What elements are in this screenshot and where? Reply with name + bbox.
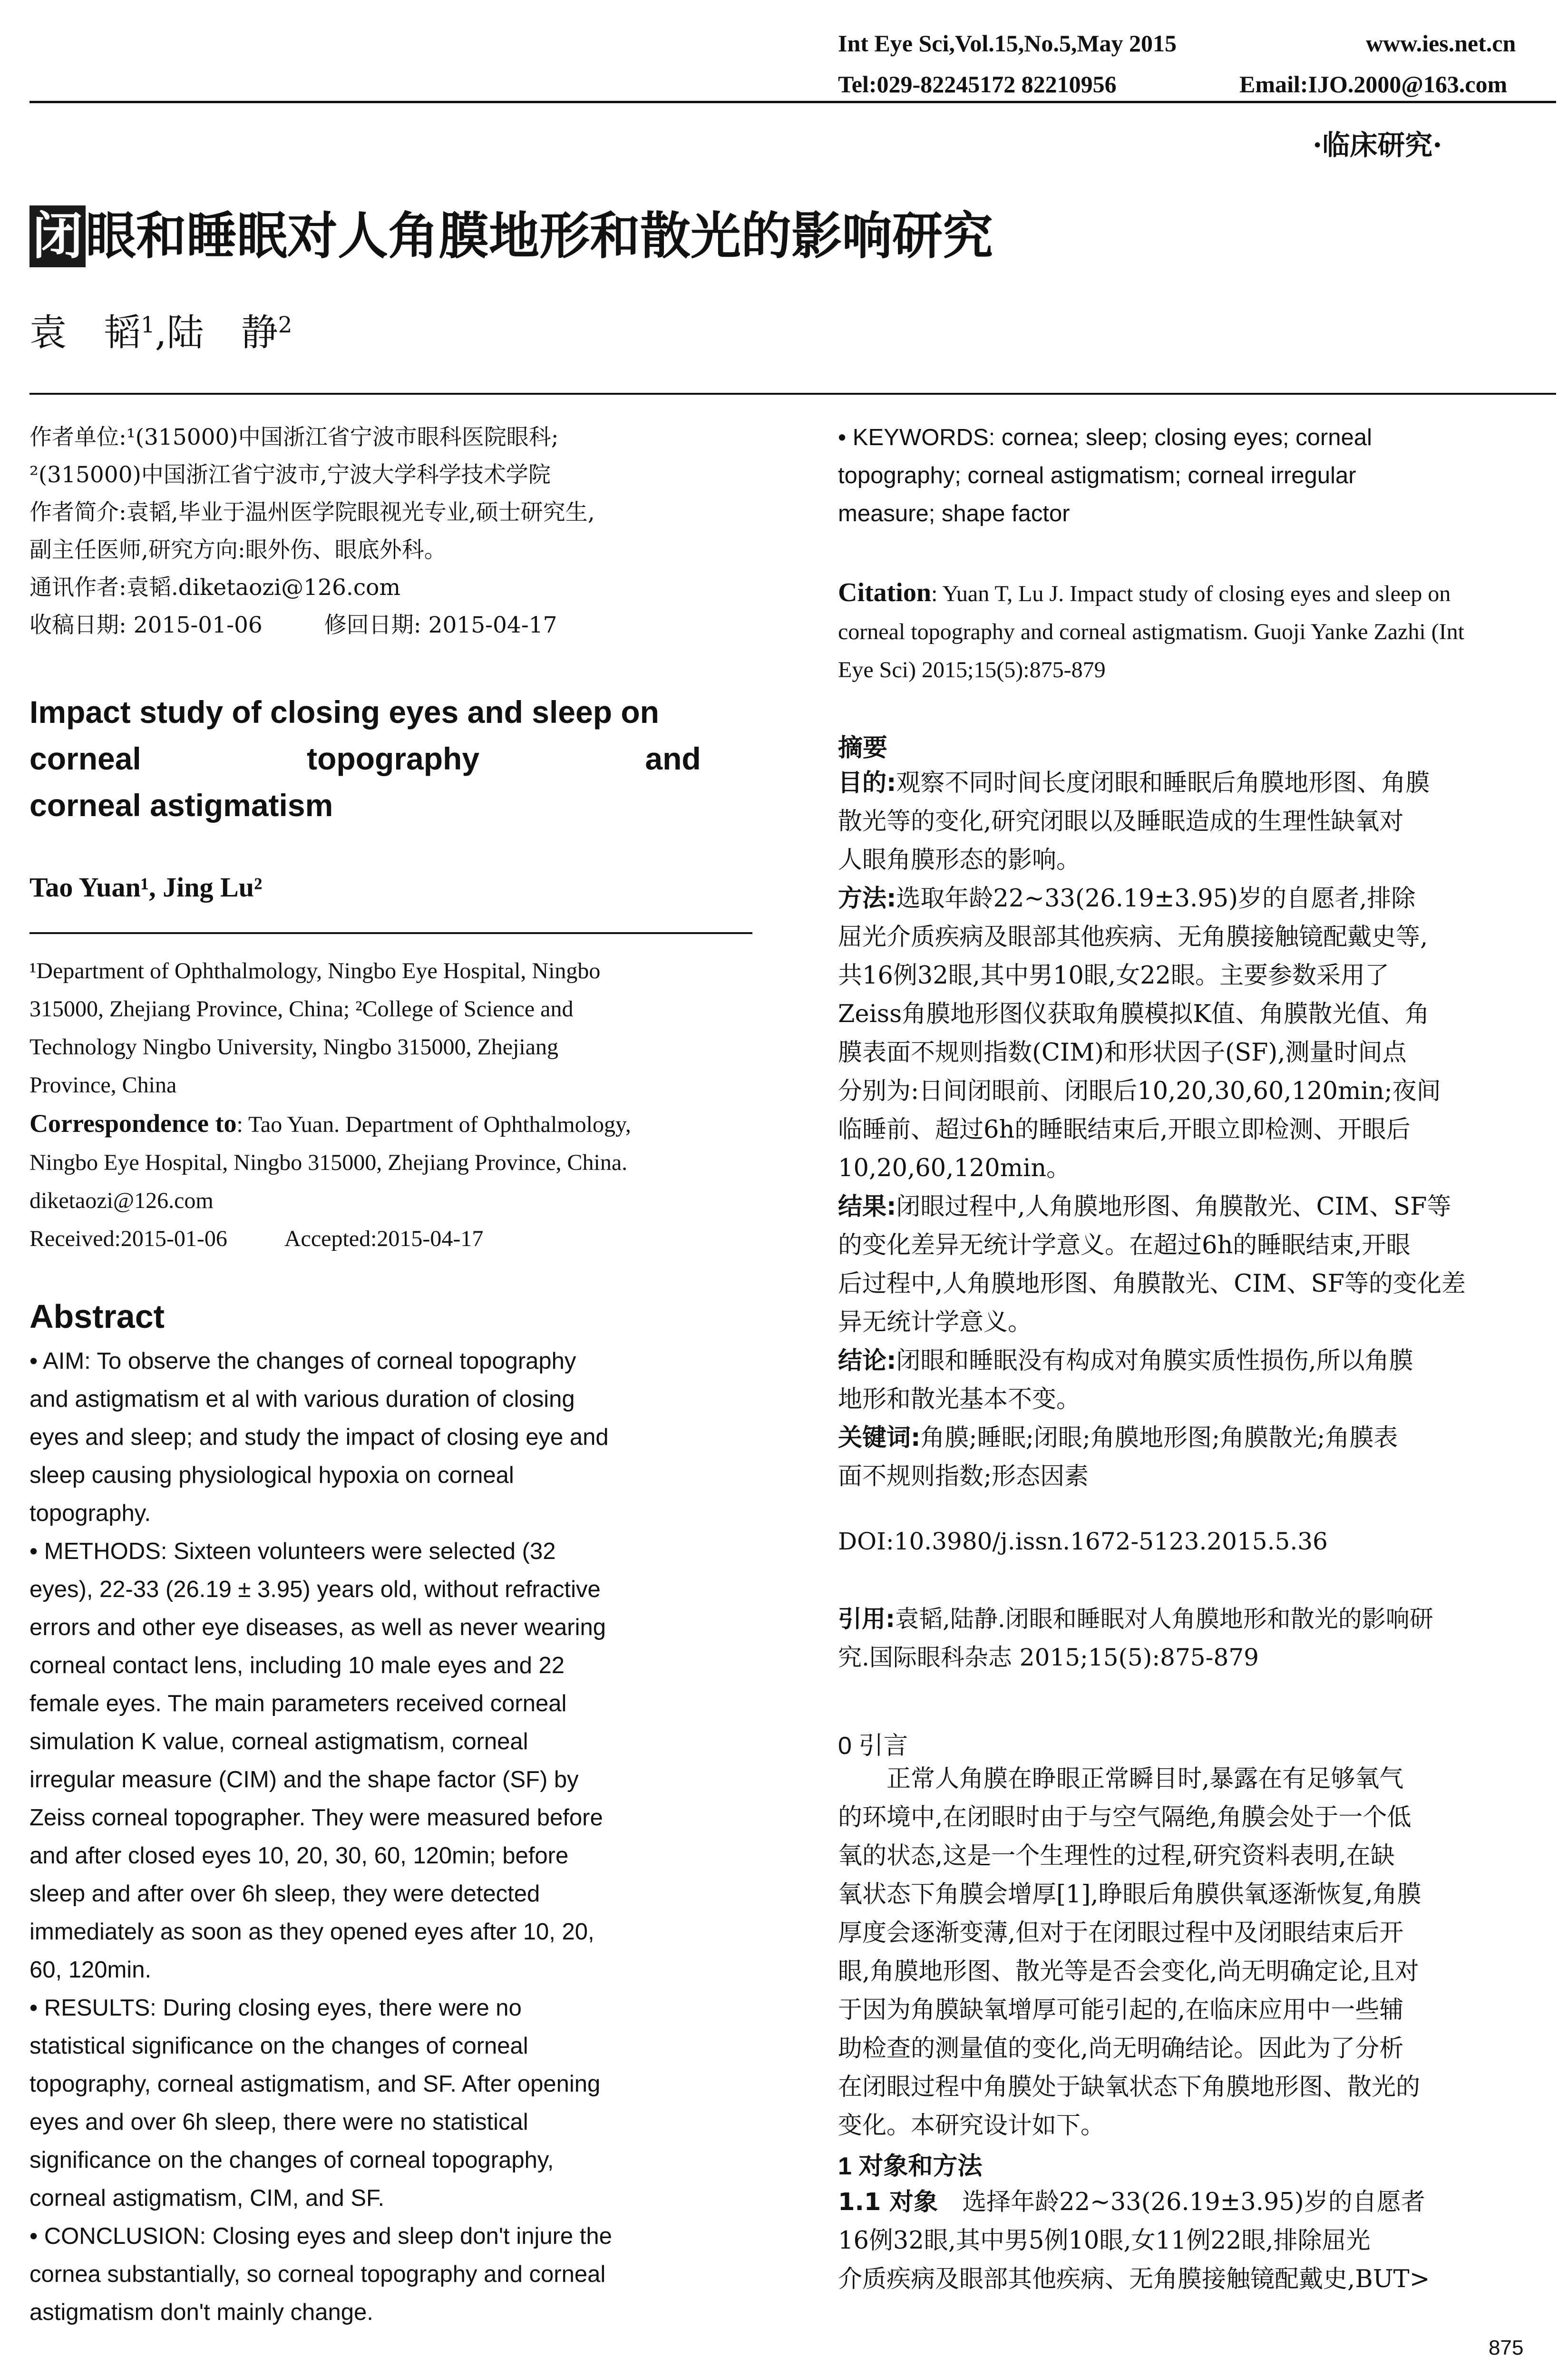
accepted-date-en: Accepted:2015-04-17 [284, 1226, 484, 1251]
en-dates [29, 1220, 752, 1258]
citation-label: Citation [838, 578, 931, 607]
intro-line: 正常人角膜在睁眼正常瞬目时,暴露在有足够氧气 [838, 1765, 1404, 1793]
methods-line: 1.1 对象 选择年龄22~33(26.19±3.95)岁的自愿者 [838, 2188, 1425, 2216]
author-2-cn: 陆 静 [166, 312, 278, 354]
received-date-cn: 收稿日期: 2015-01-06 [29, 612, 263, 638]
en-correspondence-line: Ningbo Eye Hospital, Ningbo 315000, Zhejiang Province, China. [29, 1150, 628, 1175]
en-abstract-line: 60, 120min. [29, 1957, 152, 1983]
en-keywords-line: topography; corneal astigmatism; corneal irregular [838, 463, 1356, 488]
en-abstract-line: statistical significance on the changes of corneal [29, 2033, 528, 2059]
en-abstract-line: irregular measure (CIM) and the shape factor (SF) by [29, 1767, 579, 1792]
en-abstract-line: • CONCLUSION: Closing eyes and sleep don't injure the [29, 2223, 612, 2249]
cn-abstract-line: Zeiss角膜地形图仪获取角膜模拟K值、角膜散光值、角 [838, 1000, 1430, 1028]
cn-abstract-line: 膜表面不规则指数(CIM)和形状因子(SF),测量时间点 [838, 1039, 1407, 1067]
en-correspondence-line: : Tao Yuan. Department of Ophthalmology, [236, 1112, 631, 1137]
en-citation [838, 574, 1556, 689]
cn-abstract-body [838, 764, 1556, 1496]
en-affiliation-block [29, 952, 752, 1258]
cn-citation [838, 1600, 1556, 1677]
methods-line: 16例32眼,其中男5例10眼,女11例22眼,排除屈光 [838, 2227, 1371, 2255]
authors-rule [29, 393, 1556, 395]
journal-email: Email:IJO.2000@163.com [1239, 71, 1508, 97]
meta-cn-block [29, 419, 752, 644]
en-abstract-line: eyes), 22-33 (26.19 ± 3.95) years old, without refractive [29, 1577, 601, 1602]
en-authors: Tao Yuan¹, Jing Lu² [29, 872, 263, 903]
author-sep: , [155, 312, 167, 354]
intro-line: 的环境中,在闭眼时由于与空气隔绝,角膜会处于一个低 [838, 1803, 1412, 1831]
title-first-char: 闭 [29, 205, 86, 267]
correspondence-label: Correspondence to [29, 1109, 237, 1138]
intro-line: 厚度会逐渐变薄,但对于在闭眼过程中及闭眼结束后开 [838, 1919, 1404, 1947]
cn-abstract-heading: 摘要 [838, 734, 888, 762]
journal-website: www.ies.net.cn [1366, 30, 1516, 57]
abstract-heading: Abstract [29, 1298, 165, 1335]
en-abstract-line: topography. [29, 1500, 151, 1526]
methods-heading: 1 对象和方法 [838, 2153, 983, 2180]
en-abstract-line: • METHODS: Sixteen volunteers were selected (32 [29, 1539, 556, 1564]
en-keywords-line: measure; shape factor [838, 501, 1070, 526]
author-1-cn: 袁 韬 [29, 312, 141, 354]
section-tag: ·临床研究· [1313, 129, 1442, 161]
intro-heading: 0 引言 [838, 1732, 908, 1760]
intro-line: 在闭眼过程中角膜处于缺氧状态下角膜地形图、散光的 [838, 2073, 1421, 2101]
author-2-sup: 2 [278, 312, 292, 338]
revised-date-cn: 修回日期: 2015-04-17 [324, 612, 557, 638]
cn-abstract-line: 分别为:日间闭眼前、闭眼后10,20,30,60,120min;夜间 [838, 1077, 1441, 1105]
cn-abstract-line: 结论:闭眼和睡眠没有构成对角膜实质性损伤,所以角膜 [838, 1347, 1413, 1375]
methods-line: 介质疾病及眼部其他疾病、无角膜接触镜配戴史,BUT> [838, 2265, 1430, 2293]
cn-abstract-line: 后过程中,人角膜地形图、角膜散光、CIM、SF等的变化差 [838, 1270, 1466, 1298]
cn-abstract-line: 人眼角膜形态的影响。 [838, 846, 1081, 874]
en-abstract-line: sleep causing physiological hypoxia on corneal [29, 1462, 514, 1488]
author-bio-2: 副主任医师,研究方向:眼外伤、眼底外科。 [29, 537, 447, 563]
en-abstract-line: eyes and sleep; and study the impact of closing eye and [29, 1424, 609, 1450]
cn-abstract-line: 异无统计学意义。 [838, 1308, 1032, 1336]
cn-abstract-line: 的变化差异无统计学意义。在超过6h的睡眠结束,开眼 [838, 1231, 1411, 1259]
en-abstract-line: errors and other eye diseases, as well as never wearing [29, 1615, 606, 1640]
cn-abstract-line: 地形和散光基本不变。 [838, 1385, 1081, 1413]
en-abstract-line: • AIM: To observe the changes of corneal topography [29, 1348, 576, 1374]
authors-cn [29, 309, 292, 357]
received-date-en: Received:2015-01-06 [29, 1226, 227, 1251]
intro-line: 变化。本研究设计如下。 [838, 2112, 1105, 2140]
journal-info: Int Eye Sci,Vol.15,No.5,May 2015 [838, 30, 1177, 57]
en-abstract-line: Zeiss corneal topographer. They were measured before [29, 1805, 603, 1831]
cn-abstract-line: 方法:选取年龄22~33(26.19±3.95)岁的自愿者,排除 [838, 885, 1416, 913]
cn-citation-line: 究.国际眼科杂志 2015;15(5):875-879 [838, 1644, 1259, 1671]
cn-abstract-line: 目的:观察不同时间长度闭眼和睡眠后角膜地形图、角膜 [838, 769, 1430, 797]
citation-line-3: Eye Sci) 2015;15(5):875-879 [838, 657, 1106, 682]
en-authors-rule [29, 932, 752, 934]
citation-line-1 [838, 574, 1556, 613]
en-correspondence-line: diketaozi@126.com [29, 1188, 214, 1213]
cn-abstract-line: 关键词:角膜;睡眠;闭眼;角膜地形图;角膜散光;角膜表 [838, 1424, 1398, 1452]
en-abstract-line: and after closed eyes 10, 20, 30, 60, 120min; before [29, 1843, 569, 1869]
affiliation-cn-2: ²(315000)中国浙江省宁波市,宁波大学科学技术学院 [29, 462, 551, 488]
page-number: 875 [1489, 2336, 1524, 2359]
doi: DOI:10.3980/j.issn.1672-5123.2015.5.36 [838, 1528, 1328, 1555]
en-affiliation-line: 315000, Zhejiang Province, China; ²College of Science and [29, 996, 574, 1022]
en-title-line-3: corneal astigmatism [29, 788, 333, 823]
en-affiliation-line: Technology Ningbo University, Ningbo 315000, Zhejiang [29, 1034, 559, 1060]
cn-abstract-line: 散光等的变化,研究闭眼以及睡眠造成的生理性缺氧对 [838, 808, 1404, 836]
en-title-line-1: Impact study of closing eyes and sleep on [29, 694, 659, 730]
intro-line: 于因为角膜缺氧增厚可能引起的,在临床应用中一些辅 [838, 1996, 1404, 2024]
cn-abstract-line: 结果:闭眼过程中,人角膜地形图、角膜散光、CIM、SF等 [838, 1193, 1451, 1221]
en-abstract-line: sleep and after over 6h sleep, they were detected [29, 1881, 540, 1907]
en-abstract-line: simulation K value, corneal astigmatism, corneal [29, 1729, 528, 1754]
en-abstract-line: corneal astigmatism, CIM, and SF. [29, 2185, 385, 2211]
journal-tel: Tel:029-82245172 82210956 [838, 71, 1117, 97]
en-affiliation-line: Province, China [29, 1072, 177, 1098]
citation-text: : Yuan T, Lu J. Impact study of closing eyes and sleep on [931, 581, 1451, 606]
en-title [29, 689, 752, 828]
en-abstract-line: eyes and over 6h sleep, there were no statistical [29, 2109, 528, 2135]
intro-body [838, 1760, 1556, 2145]
title-text: 眼和睡眠对人角膜地形和散光的影响研究 [86, 207, 993, 265]
en-affiliation-line: ¹Department of Ophthalmology, Ningbo Eye Hospital, Ningbo [29, 958, 601, 984]
cn-abstract-line: 共16例32眼,其中男10眼,女22眼。主要参数采用了 [838, 962, 1390, 990]
cn-citation-line: 引用:袁韬,陆静.闭眼和睡眠对人角膜地形和散光的影响研 [838, 1605, 1433, 1633]
citation-line-2: corneal topography and corneal astigmatism. Guoji Yanke Zazhi (Int [838, 619, 1464, 644]
en-abstract-line: astigmatism don't mainly change. [29, 2299, 373, 2325]
header-rule [29, 101, 1556, 103]
en-abstract-line: immediately as soon as they opened eyes after 10, 20, [29, 1919, 594, 1945]
en-abstract-line: significance on the changes of corneal topography, [29, 2147, 554, 2173]
en-abstract-line: cornea substantially, so corneal topography and corneal [29, 2261, 606, 2287]
author-1-sup: 1 [141, 312, 155, 338]
intro-line: 氧状态下角膜会增厚[1],睁眼后角膜供氧逐渐恢复,角膜 [838, 1880, 1422, 1909]
en-keywords [838, 419, 1556, 533]
en-correspondence [29, 1104, 752, 1144]
intro-line: 助检查的测量值的变化,尚无明确结论。因此为了分析 [838, 2035, 1404, 2063]
en-abstract-line: topography, corneal astigmatism, and SF. After opening [29, 2071, 601, 2097]
dates-cn [29, 606, 752, 644]
corresponding-author-cn: 通讯作者:袁韬.diketaozi@126.com [29, 575, 401, 601]
cn-abstract-line: 面不规则指数;形态因素 [838, 1462, 1089, 1490]
author-bio-1: 作者简介:袁韬,毕业于温州医学院眼视光专业,硕士研究生, [29, 499, 595, 526]
affiliation-cn-1: 作者单位:¹(315000)中国浙江省宁波市眼科医院眼科; [29, 424, 559, 450]
en-abstract-line: female eyes. The main parameters received corneal [29, 1691, 567, 1716]
cn-abstract-line: 屈光介质疾病及眼部其他疾病、无角膜接触镜配戴史等, [838, 923, 1428, 951]
article-title [29, 205, 993, 267]
cn-abstract-line: 临睡前、超过6h的睡眠结束后,开眼立即检测、开眼后 [838, 1116, 1411, 1144]
en-keywords-line: • KEYWORDS: cornea; sleep; closing eyes; corneal [838, 425, 1372, 450]
cn-abstract-line: 10,20,60,120min。 [838, 1154, 1071, 1182]
intro-line: 氧的状态,这是一个生理性的过程,研究资料表明,在缺 [838, 1842, 1395, 1870]
en-abstract-line: corneal contact lens, including 10 male eyes and 22 [29, 1653, 565, 1678]
en-abstract-line: and astigmatism et al with various duration of closing [29, 1386, 575, 1412]
methods-body [838, 2183, 1556, 2299]
en-abstract-line: • RESULTS: During closing eyes, there were no [29, 1995, 522, 2021]
intro-line: 眼,角膜地形图、散光等是否会变化,尚无明确定论,且对 [838, 1958, 1419, 1986]
en-abstract-body [29, 1342, 752, 2331]
en-title-line-2: corneal topography and [29, 741, 701, 776]
